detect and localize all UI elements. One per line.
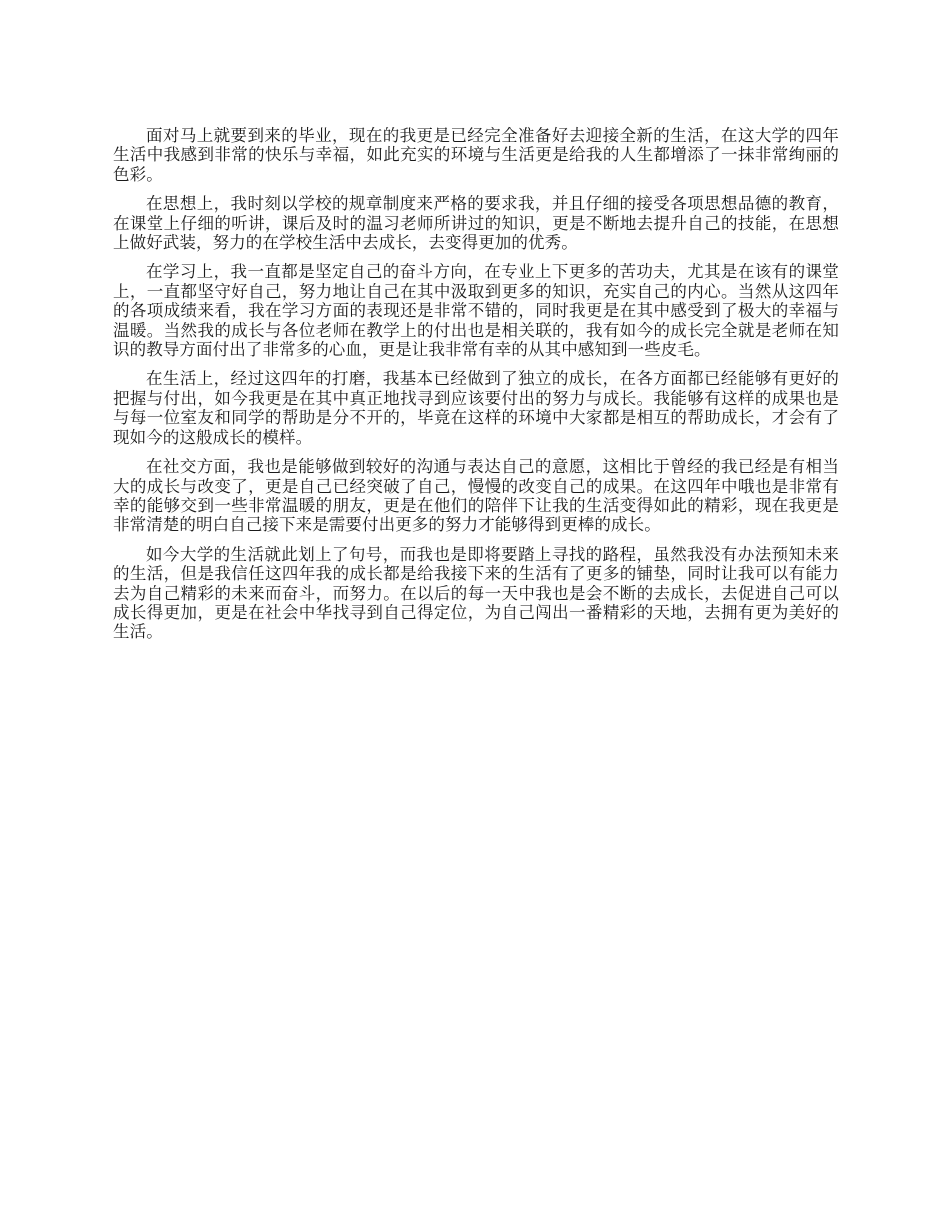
document-body <box>113 126 839 652</box>
paragraph-life: 在生活上，经过这四年的打磨，我基本已经做到了独立的成长，在各方面都已经能够有更好的把握与付出，如今我更是在其中真正地找寻到应该要付出的努力与成长。我能够有这样的成果也是与每一位室友和同学的帮助是分不开的，毕竟在这样的环境中大家都是相互的帮助成长，才会有了现如今的这般成长的模样。 <box>113 369 839 447</box>
paragraph-intro: 面对马上就要到来的毕业，现在的我更是已经完全准备好去迎接全新的生活，在这大学的四年生活中我感到非常的快乐与幸福，如此充实的环境与生活更是给我的人生都增添了一抹非常绚丽的色彩。 <box>113 126 839 184</box>
paragraph-study: 在学习上，我一直都是坚定自己的奋斗方向，在专业上下更多的苦功夫，尤其是在该有的课堂上，一直都坚守好自己，努力地让自己在其中汲取到更多的知识，充实自己的内心。当然从这四年的各项成绩来看，我在学习方面的表现还是非常不错的，同时我更是在其中感受到了极大的幸福与温暖。当然我的成长与各位老师在教学上的付出也是相关联的，我有如今的成长完全就是老师在知识的教导方面付出了非常多的心血，更是让我非常有幸的从其中感知到一些皮毛。 <box>113 262 839 360</box>
paragraph-thought: 在思想上，我时刻以学校的规章制度来严格的要求我，并且仔细的接受各项思想品德的教育，在课堂上仔细的听讲，课后及时的温习老师所讲过的知识，更是不断地去提升自己的技能，在思想上做好武装，努力的在学校生活中去成长，去变得更加的优秀。 <box>113 194 839 253</box>
paragraph-conclusion: 如今大学的生活就此划上了句号，而我也是即将要踏上寻找的路程，虽然我没有办法预知未来的生活，但是我信任这四年我的成长都是给我接下来的生活有了更多的铺垫，同时让我可以有能力去为自己精彩的未来而奋斗，而努力。在以后的每一天中我也是会不断的去成长，去促进自己可以成长得更加，更是在社会中华找寻到自己得定位，为自己闯出一番精彩的天地，去拥有更为美好的生活。 <box>113 544 839 642</box>
paragraph-social: 在社交方面，我也是能够做到较好的沟通与表达自己的意愿，这相比于曾经的我已经是有相当大的成长与改变了，更是自己已经突破了自己，慢慢的改变自己的成果。在这四年中哦也是非常有幸的能够交到一些非常温暖的朋友，更是在他们的陪伴下让我的生活变得如此的精彩，现在我更是非常清楚的明白自己接下来是需要付出更多的努力才能够得到更棒的成长。 <box>113 457 839 535</box>
